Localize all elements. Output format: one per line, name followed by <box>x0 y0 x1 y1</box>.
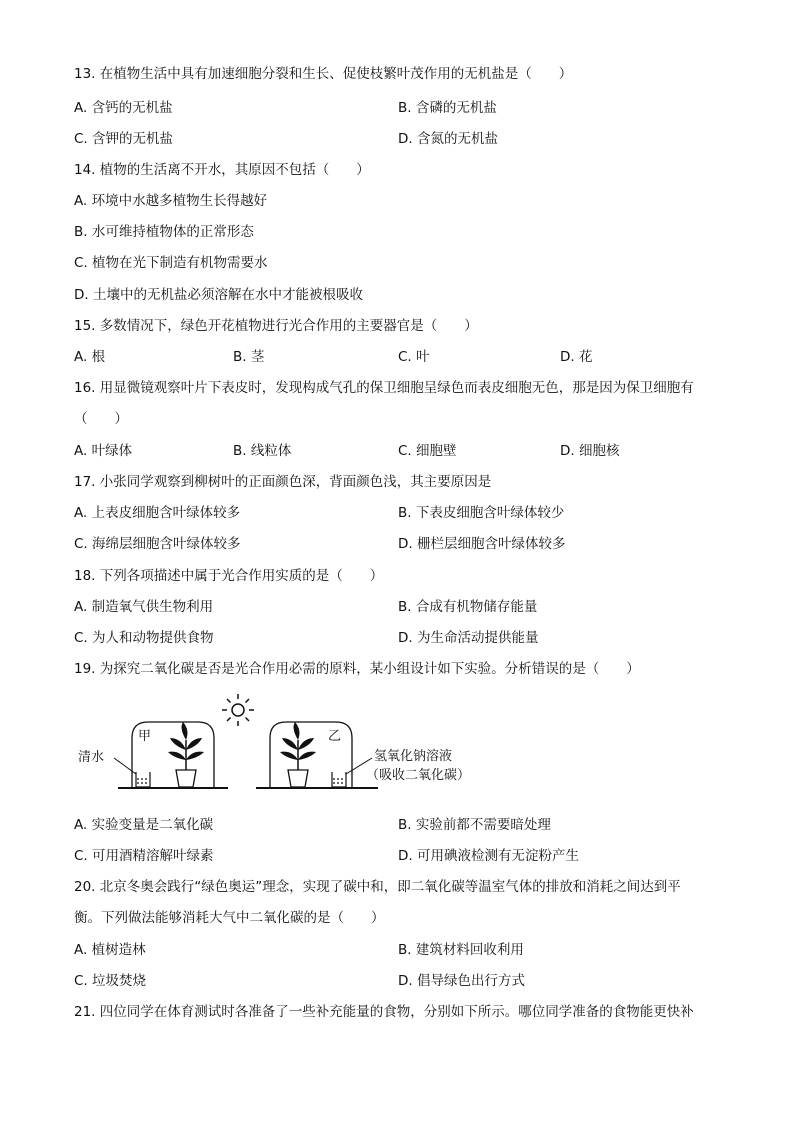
q20-option-b[interactable]: B. 建筑材料回收利用 <box>398 942 524 958</box>
q19-option-c[interactable]: C. 可用酒精溶解叶绿素 <box>74 848 214 864</box>
potted-plant-left <box>168 722 204 787</box>
question-20-stem-line1: 20. 北京冬奥会践行“绿色奥运”理念，实现了碳中和，即二氧化碳等温室气体的排放和消耗之间达到平 <box>74 879 681 895</box>
question-16-stem-line1: 16. 用显微镜观察叶片下表皮时，发现构成气孔的保卫细胞呈绿色而表皮细胞无色，那是因为保卫细胞有 <box>74 380 694 396</box>
question-20-stem-line2: 衡。下列做法能够消耗大气中二氧化碳的是（ ） <box>74 910 385 926</box>
q19-option-b[interactable]: B. 实验前都不需要暗处理 <box>398 817 551 833</box>
q13-option-a[interactable]: A. 含钙的无机盐 <box>74 100 173 116</box>
q15-option-d[interactable]: D. 花 <box>560 349 593 365</box>
potted-plant-right <box>280 722 316 787</box>
q17-option-c[interactable]: C. 海绵层细胞含叶绿体较多 <box>74 536 241 552</box>
q14-option-a[interactable]: A. 环境中水越多植物生长得越好 <box>74 193 268 209</box>
q15-option-a[interactable]: A. 根 <box>74 349 106 365</box>
q13-option-c[interactable]: C. 含钾的无机盐 <box>74 131 174 147</box>
q14-option-d[interactable]: D. 土壤中的无机盐必须溶解在水中才能被根吸收 <box>74 287 363 303</box>
q19-option-d[interactable]: D. 可用碘液检测有无淀粉产生 <box>398 848 579 864</box>
q19-option-a[interactable]: A. 实验变量是二氧化碳 <box>74 817 214 833</box>
beaker-naoh <box>332 772 346 787</box>
q17-option-d[interactable]: D. 栅栏层细胞含叶绿体较多 <box>398 536 566 552</box>
question-17-stem: 17. 小张同学观察到柳树叶的正面颜色深，背面颜色浅，其主要原因是 <box>74 474 492 490</box>
pointer-water <box>114 758 136 774</box>
q20-option-a[interactable]: A. 植树造林 <box>74 942 146 958</box>
q16-option-b[interactable]: B. 线粒体 <box>233 443 292 459</box>
question-13-stem: 13. 在植物生活中具有加速细胞分裂和生长、促使枝繁叶茂作用的无机盐是（ ） <box>74 66 573 82</box>
question-15-stem: 15. 多数情况下，绿色开花植物进行光合作用的主要器官是（ ） <box>74 318 478 334</box>
question-19-stem: 19. 为探究二氧化碳是否是光合作用必需的原料，某小组设计如下实验。分析错误的是（ ） <box>74 661 640 677</box>
question-16-stem-line2: （ ） <box>74 411 128 427</box>
q16-option-a[interactable]: A. 叶绿体 <box>74 443 133 459</box>
q17-option-a[interactable]: A. 上表皮细胞含叶绿体较多 <box>74 505 241 521</box>
q20-option-d[interactable]: D. 倡导绿色出行方式 <box>398 973 525 989</box>
q13-option-d[interactable]: D. 含氮的无机盐 <box>398 131 498 147</box>
q13-option-b[interactable]: B. 含磷的无机盐 <box>398 100 497 116</box>
experiment-figure <box>70 688 490 808</box>
q15-option-b[interactable]: B. 茎 <box>233 349 265 365</box>
label-naoh: 氢氧化钠溶液 <box>374 749 453 764</box>
q16-option-d[interactable]: D. 细胞核 <box>560 443 620 459</box>
label-yi: 乙 <box>328 729 342 744</box>
label-jia: 甲 <box>138 729 152 744</box>
q18-option-d[interactable]: D. 为生命活动提供能量 <box>398 630 539 646</box>
q14-option-c[interactable]: C. 植物在光下制造有机物需要水 <box>74 255 268 271</box>
sun-icon <box>222 694 254 726</box>
label-water: 清水 <box>78 750 105 765</box>
label-absorb-co2: （吸收二氧化碳） <box>366 768 471 783</box>
q20-option-c[interactable]: C. 垃圾焚烧 <box>74 973 147 989</box>
question-21-stem: 21. 四位同学在体育测试时各准备了一些补充能量的食物，分别如下所示。哪位同学准备的食物能更快补 <box>74 1004 694 1020</box>
q18-option-c[interactable]: C. 为人和动物提供食物 <box>74 630 214 646</box>
q18-option-a[interactable]: A. 制造氧气供生物利用 <box>74 599 214 615</box>
question-14-stem: 14. 植物的生活离不开水，其原因不包括（ ） <box>74 162 370 178</box>
question-18-stem: 18. 下列各项描述中属于光合作用实质的是（ ） <box>74 568 384 584</box>
q17-option-b[interactable]: B. 下表皮细胞含叶绿体较少 <box>398 505 565 521</box>
q14-option-b[interactable]: B. 水可维持植物体的正常形态 <box>74 224 254 240</box>
q16-option-c[interactable]: C. 细胞壁 <box>398 443 457 459</box>
q18-option-b[interactable]: B. 合成有机物储存能量 <box>398 599 538 615</box>
q15-option-c[interactable]: C. 叶 <box>398 349 430 365</box>
beaker-water <box>136 772 150 787</box>
